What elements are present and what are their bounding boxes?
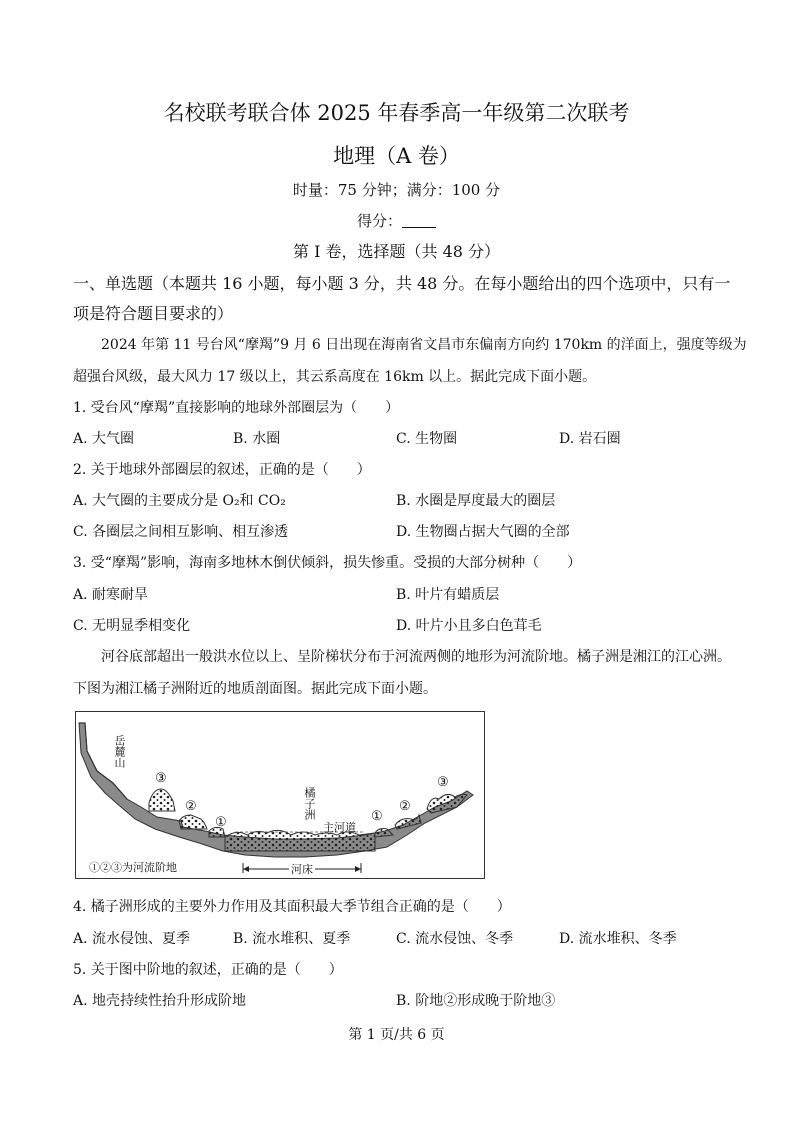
- part-title: 第 I 卷，选择题（共 48 分）: [292, 242, 501, 261]
- main-channel-label: 主河道: [323, 821, 356, 834]
- passage2-line2: 下图为湘江橘子洲附近的地质剖面图。据此完成下面小题。: [73, 681, 437, 697]
- q3-option-d: D. 叶片小且多白色茸毛: [396, 618, 542, 634]
- q4-option-a: A. 流水侵蚀、夏季: [73, 931, 191, 947]
- q4-option-c: C. 流水侵蚀、冬季: [396, 931, 514, 947]
- subject-title: 地理（A 卷）: [333, 144, 460, 168]
- score-label: 得分：: [356, 212, 402, 230]
- terrace-legend: ①②③为河流阶地: [89, 861, 177, 874]
- q2-option-d: D. 生物圈占据大气圈的全部: [396, 524, 570, 540]
- q4-stem: 4. 橘子洲形成的主要外力作用及其面积最大季节组合正确的是（ ）: [73, 899, 511, 915]
- q2-option-c: C. 各圈层之间相互影响、相互渗透: [73, 524, 289, 540]
- q1-option-d: D. 岩石圈: [559, 431, 621, 447]
- riverbed-label: 河床: [291, 863, 313, 876]
- q5-option-b: B. 阶地②形成晚于阶地③: [396, 993, 556, 1009]
- q5-option-a: A. 地壳持续性抬升形成阶地: [73, 993, 247, 1009]
- left-terrace-2-label: ②: [185, 799, 197, 814]
- score-blank: [402, 213, 436, 228]
- q2-option-a: A. 大气圈的主要成分是 O₂和 CO₂: [73, 493, 286, 509]
- q2-stem: 2. 关于地球外部圈层的叙述，正确的是（ ）: [73, 462, 371, 478]
- q1-option-b: B. 水圈: [233, 431, 281, 447]
- right-terrace-2-label: ②: [399, 799, 411, 814]
- geological-profile-figure: [75, 711, 485, 879]
- q1-option-a: A. 大气圈: [73, 431, 135, 447]
- q1-option-c: C. 生物圈: [396, 431, 458, 447]
- passage2-line1: 河谷底部超出一般洪水位以上、呈阶梯状分布于河流两侧的地形为河流阶地。橘子洲是湘江的江心洲。: [101, 649, 731, 665]
- q5-stem: 5. 关于图中阶地的叙述，正确的是（ ）: [73, 962, 343, 978]
- q2-option-b: B. 水圈是厚度最大的圈层: [396, 493, 556, 509]
- q3-option-b: B. 叶片有蜡质层: [396, 587, 500, 603]
- mountain-label: 岳麓山: [113, 735, 126, 768]
- right-terrace-1-label: ①: [371, 809, 383, 824]
- right-terrace-3-label: ③: [437, 775, 449, 790]
- q3-option-c: C. 无明显季相变化: [73, 618, 191, 634]
- island-label: 橘子洲: [303, 787, 316, 820]
- exam-title: 名校联考联合体 2025 年春季高一年级第二次联考: [163, 101, 630, 125]
- q3-option-a: A. 耐寒耐旱: [73, 587, 149, 603]
- section-heading-line2: 项是符合题目要求的）: [73, 304, 234, 323]
- left-terrace-3-label: ③: [155, 771, 167, 786]
- passage1-line2: 超强台风级，最大风力 17 级以上，其云系高度在 16km 以上。据此完成下面小题。: [73, 369, 597, 385]
- left-terrace-1-label: ①: [215, 815, 227, 830]
- q1-stem: 1. 受台风“摩羯”直接影响的地球外部圈层为（ ）: [73, 400, 400, 416]
- profile-diagram: [75, 711, 485, 879]
- q3-stem: 3. 受“摩羯”影响，海南多地林木倒伏倾斜，损失惨重。受损的大部分树种（ ）: [73, 555, 582, 571]
- q4-option-b: B. 流水堆积、夏季: [233, 931, 351, 947]
- passage1-line1: 2024 年第 11 号台风“摩羯”9 月 6 日出现在海南省文昌市东偏南方向约 170km 的洋面上，强度等级为: [101, 337, 747, 353]
- q4-option-d: D. 流水堆积、冬季: [559, 931, 677, 947]
- score-field: [0, 210, 793, 231]
- section-heading-line1: 一、单选题（本题共 16 小题，每小题 3 分，共 48 分。在每小题给出的四个选项中，只有一: [73, 274, 731, 293]
- time-score-info: 时量：75 分钟；满分：100 分: [292, 181, 501, 199]
- page-number: 第 1 页/共 6 页: [348, 1027, 445, 1043]
